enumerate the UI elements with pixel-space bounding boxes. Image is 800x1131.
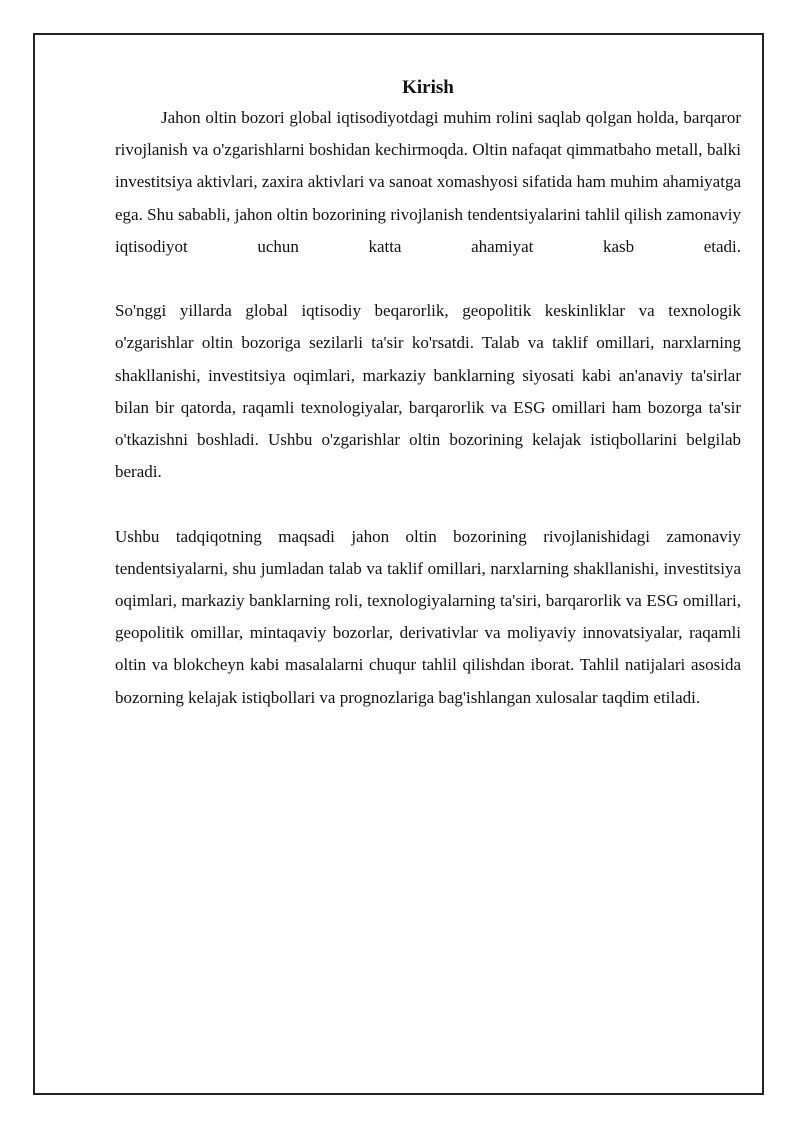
paragraph-aim: Ushbu tadqiqotning maqsadi jahon oltin bozorining rivojlanishidagi zamonaviy tendentsiyalarni, shu jumladan talab va taklif omillari, narxlarning shakllanishi, investitsiya oqimlari, markaziy banklarning roli, texnologiyalarning ta'siri, barqarorlik va ESG omillari, geopolitik omillar, mintaqaviy bozorlar, derivativlar va moliyaviy innovatsiyalar, raqamli oltin va blokcheyn kabi masalalarni chuqur tahlil qilishdan iborat. Tahlil natijalari asosida bozorning kelajak istiqbollari va prognozlariga bag'ishlangan xulosalar taqdim etiladi. xyxy=(115,526,741,707)
document-body xyxy=(115,74,741,714)
paragraph-context: So'nggi yillarda global iqtisodiy beqarorlik, geopolitik keskinliklar va texnologik o'zgarishlar oltin bozoriga sezilarli ta'sir ko'rsatdi. Talab va taklif omillari, narxlarning shakllanishi, investitsiya oqimlari, markaziy banklarning siyosati kabi an'anaviy ta'sirlar bilan bir qatorda, raqamli texnologiyalar, barqarorlik va ESG omillari ham bozorga ta'sir o'tkazishni boshladi. Ushbu o'zgarishlar oltin bozorining kelajak istiqbollarini belgilab beradi. xyxy=(115,301,741,482)
document-title: Kirish xyxy=(402,77,454,98)
paragraph-intro: Jahon oltin bozori global iqtisodiyotdagi muhim rolini saqlab qolgan holda, barqaror rivojlanish va o'zgarishlarni boshidan kechirmoqda. Oltin nafaqat qimmatbaho metall, balki investitsiya aktivlari, zaxira aktivlari va sanoat xomashyosi sifatida ham muhim ahamiyatga ega. Shu sababli, jahon oltin bozorining rivojlanish tendentsiyalarini tahlil qilish zamonaviy iqtisodiyot uchun katta ahamiyat kasb etadi. xyxy=(115,108,741,256)
paragraph-spacer xyxy=(115,263,741,295)
paragraph-spacer xyxy=(115,488,741,520)
